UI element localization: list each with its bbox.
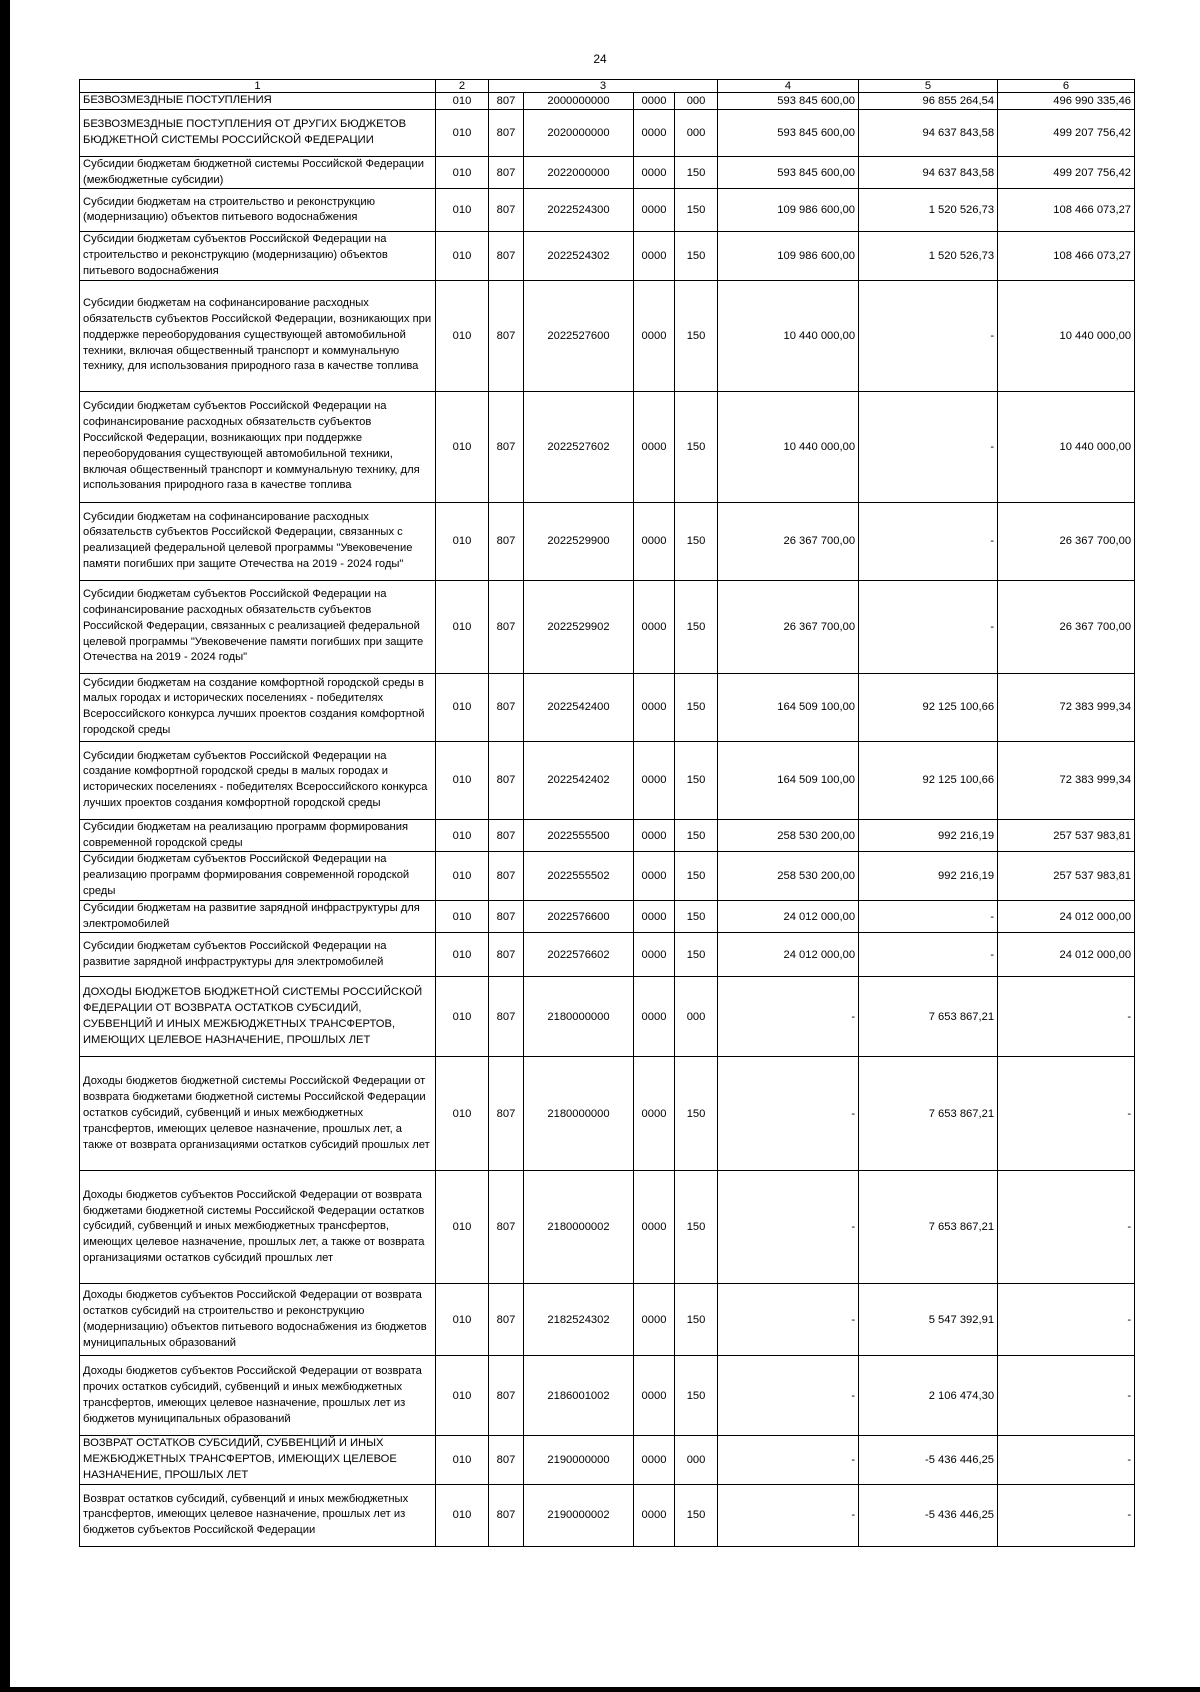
row-col2-code: 010: [436, 280, 489, 391]
row-kbk-code: 2022576600: [524, 900, 634, 933]
row-type-code: 000: [675, 109, 718, 156]
row-kbk-code: 2186001002: [524, 1356, 634, 1436]
row-value-col6: -: [998, 1356, 1135, 1436]
row-value-col6: 108 466 073,27: [998, 189, 1135, 232]
row-type-code: 150: [675, 819, 718, 852]
row-program-code: 0000: [634, 189, 675, 232]
row-col2-code: 010: [436, 977, 489, 1057]
row-value-col4: 258 530 200,00: [718, 852, 859, 900]
row-value-col4: -: [718, 1484, 859, 1546]
row-value-col4: -: [718, 1057, 859, 1171]
table-row: [80, 741, 1135, 819]
row-value-col6: 496 990 335,46: [998, 93, 1135, 110]
row-col2-code: 010: [436, 819, 489, 852]
header-col-2: 2: [436, 80, 489, 93]
row-name: Субсидии бюджетам на развитие зарядной инфраструктуры для электромобилей: [80, 900, 436, 933]
row-type-code: 000: [675, 1436, 718, 1484]
row-admin-code: 807: [489, 280, 524, 391]
row-name: Субсидии бюджетам бюджетной системы Российской Федерации (межбюджетные субсидии): [80, 156, 436, 189]
table-row: [80, 502, 1135, 580]
row-type-code: 150: [675, 1057, 718, 1171]
row-value-col6: 257 537 983,81: [998, 819, 1135, 852]
row-value-col6: 499 207 756,42: [998, 109, 1135, 156]
row-name: Субсидии бюджетам субъектов Российской Федерации на развитие зарядной инфраструктуры для электромобилей: [80, 933, 436, 977]
row-kbk-code: 2022555502: [524, 852, 634, 900]
row-col2-code: 010: [436, 1057, 489, 1171]
row-type-code: 150: [675, 189, 718, 232]
row-admin-code: 807: [489, 1284, 524, 1356]
table-row: [80, 852, 1135, 900]
row-kbk-code: 2022529900: [524, 502, 634, 580]
row-value-col4: 593 845 600,00: [718, 156, 859, 189]
row-program-code: 0000: [634, 852, 675, 900]
row-value-col4: 24 012 000,00: [718, 900, 859, 933]
row-kbk-code: 2180000000: [524, 977, 634, 1057]
row-value-col5: 5 547 392,91: [859, 1284, 998, 1356]
row-program-code: 0000: [634, 900, 675, 933]
table-row: [80, 977, 1135, 1057]
row-value-col5: 92 125 100,66: [859, 741, 998, 819]
row-value-col5: 1 520 526,73: [859, 232, 998, 280]
header-row: [80, 80, 1135, 93]
row-value-col6: 72 383 999,34: [998, 741, 1135, 819]
table-row: [80, 900, 1135, 933]
table-row: [80, 580, 1135, 673]
table-row: [80, 1171, 1135, 1284]
row-name: Субсидии бюджетам субъектов Российской Федерации на софинансирование расходных обязательств субъектов Российской Федерации, связанных с реализацией федеральной целевой программы "Увековечение памяти погибших при защите Отечества на 2019 - 2024 годы": [80, 580, 436, 673]
table-row: [80, 109, 1135, 156]
row-value-col6: 499 207 756,42: [998, 156, 1135, 189]
row-type-code: 150: [675, 900, 718, 933]
row-admin-code: 807: [489, 502, 524, 580]
row-name: Доходы бюджетов субъектов Российской Федерации от возврата прочих остатков субсидий, субвенций и иных межбюджетных трансфертов, имеющих целевое назначение, прошлых лет из бюджетов муниципальных образований: [80, 1356, 436, 1436]
table-row: [80, 280, 1135, 391]
row-name: БЕЗВОЗМЕЗДНЫЕ ПОСТУПЛЕНИЯ ОТ ДРУГИХ БЮДЖЕТОВ БЮДЖЕТНОЙ СИСТЕМЫ РОССИЙСКОЙ ФЕДЕРАЦИИ: [80, 109, 436, 156]
row-name: Доходы бюджетов бюджетной системы Российской Федерации от возврата бюджетами бюджетной системы Российской Федерации остатков субсидий, субвенций и иных межбюджетных трансфертов, имеющих целевое назначение, прошлых лет, а также от возврата организациями остатков субсидий прошлых лет: [80, 1057, 436, 1171]
page-number: 24: [593, 52, 607, 66]
row-kbk-code: 2022576602: [524, 933, 634, 977]
row-col2-code: 010: [436, 1171, 489, 1284]
row-name: ВОЗВРАТ ОСТАТКОВ СУБСИДИЙ, СУБВЕНЦИЙ И ИНЫХ МЕЖБЮДЖЕТНЫХ ТРАНСФЕРТОВ, ИМЕЮЩИХ ЦЕЛЕВОЕ НАЗНАЧЕНИЕ, ПРОШЛЫХ ЛЕТ: [80, 1436, 436, 1484]
row-name: Субсидии бюджетам на реализацию программ формирования современной городской среды: [80, 819, 436, 852]
row-value-col6: 108 466 073,27: [998, 232, 1135, 280]
row-value-col6: 257 537 983,81: [998, 852, 1135, 900]
row-admin-code: 807: [489, 1171, 524, 1284]
row-col2-code: 010: [436, 580, 489, 673]
row-value-col5: -: [859, 391, 998, 502]
row-program-code: 0000: [634, 280, 675, 391]
row-value-col5: 2 106 474,30: [859, 1356, 998, 1436]
row-type-code: 150: [675, 852, 718, 900]
row-value-col4: 109 986 600,00: [718, 189, 859, 232]
row-value-col5: 992 216,19: [859, 819, 998, 852]
row-admin-code: 807: [489, 580, 524, 673]
row-program-code: 0000: [634, 109, 675, 156]
table-row: [80, 1356, 1135, 1436]
row-admin-code: 807: [489, 819, 524, 852]
row-kbk-code: 2022527602: [524, 391, 634, 502]
row-value-col6: 72 383 999,34: [998, 673, 1135, 741]
scan-edge-left: [0, 0, 10, 1692]
row-type-code: 150: [675, 580, 718, 673]
row-col2-code: 010: [436, 852, 489, 900]
row-kbk-code: 2022527600: [524, 280, 634, 391]
row-name: Субсидии бюджетам на софинансирование расходных обязательств субъектов Российской Федерации, связанных с реализацией федеральной целевой программы "Увековечение памяти погибших при защите Отечества на 2019 - 2024 годы": [80, 502, 436, 580]
row-admin-code: 807: [489, 1484, 524, 1546]
table-row: [80, 1484, 1135, 1546]
header-col-5: 5: [859, 80, 998, 93]
row-value-col5: -5 436 446,25: [859, 1436, 998, 1484]
row-col2-code: 010: [436, 502, 489, 580]
row-admin-code: 807: [489, 1436, 524, 1484]
row-col2-code: 010: [436, 189, 489, 232]
header-col-4: 4: [718, 80, 859, 93]
table-row: [80, 391, 1135, 502]
row-type-code: 150: [675, 933, 718, 977]
row-admin-code: 807: [489, 933, 524, 977]
row-type-code: 150: [675, 673, 718, 741]
row-admin-code: 807: [489, 741, 524, 819]
row-value-col4: 258 530 200,00: [718, 819, 859, 852]
row-value-col5: -: [859, 502, 998, 580]
row-program-code: 0000: [634, 580, 675, 673]
table-row: [80, 1057, 1135, 1171]
row-name: Субсидии бюджетам субъектов Российской Федерации на строительство и реконструкцию (модернизацию) объектов питьевого водоснабжения: [80, 232, 436, 280]
row-admin-code: 807: [489, 900, 524, 933]
row-kbk-code: 2000000000: [524, 93, 634, 110]
row-value-col5: 94 637 843,58: [859, 156, 998, 189]
row-value-col5: 1 520 526,73: [859, 189, 998, 232]
table-row: [80, 93, 1135, 110]
row-value-col5: 7 653 867,21: [859, 1057, 998, 1171]
row-kbk-code: 2180000002: [524, 1171, 634, 1284]
row-type-code: 150: [675, 1284, 718, 1356]
row-kbk-code: 2022555500: [524, 819, 634, 852]
row-value-col4: 593 845 600,00: [718, 93, 859, 110]
row-name: БЕЗВОЗМЕЗДНЫЕ ПОСТУПЛЕНИЯ: [80, 93, 436, 110]
row-col2-code: 010: [436, 93, 489, 110]
row-value-col5: 7 653 867,21: [859, 1171, 998, 1284]
row-type-code: 150: [675, 156, 718, 189]
row-value-col6: 10 440 000,00: [998, 391, 1135, 502]
row-col2-code: 010: [436, 1356, 489, 1436]
row-name: Субсидии бюджетам на софинансирование расходных обязательств субъектов Российской Федерации, возникающих при поддержке переоборудования существующей автомобильной техники, включая общественный транспорт и коммунальную технику, для использования природного газа в качестве топлива: [80, 280, 436, 391]
row-kbk-code: 2190000000: [524, 1436, 634, 1484]
row-kbk-code: 2022000000: [524, 156, 634, 189]
row-program-code: 0000: [634, 933, 675, 977]
row-admin-code: 807: [489, 391, 524, 502]
row-kbk-code: 2190000002: [524, 1484, 634, 1546]
row-admin-code: 807: [489, 109, 524, 156]
header-col-6: 6: [998, 80, 1135, 93]
row-name: Доходы бюджетов субъектов Российской Федерации от возврата бюджетами бюджетной системы Российской Федерации остатков субсидий, субвенций и иных межбюджетных трансфертов, имеющих целевое назначение, прошлых лет, а также от возврата организациями остатков субсидий прошлых лет: [80, 1171, 436, 1284]
row-admin-code: 807: [489, 1356, 524, 1436]
row-program-code: 0000: [634, 93, 675, 110]
row-admin-code: 807: [489, 977, 524, 1057]
row-value-col4: -: [718, 1436, 859, 1484]
row-value-col5: 96 855 264,54: [859, 93, 998, 110]
row-value-col5: -: [859, 580, 998, 673]
row-col2-code: 010: [436, 156, 489, 189]
row-name: Субсидии бюджетам субъектов Российской Федерации на создание комфортной городской среды в малых городах и исторических поселениях - победителях Всероссийского конкурса лучших проектов создания комфортной городской среды: [80, 741, 436, 819]
row-type-code: 000: [675, 977, 718, 1057]
row-value-col4: 593 845 600,00: [718, 109, 859, 156]
row-value-col6: 26 367 700,00: [998, 502, 1135, 580]
row-value-col5: -5 436 446,25: [859, 1484, 998, 1546]
row-value-col6: -: [998, 1171, 1135, 1284]
row-kbk-code: 2182524302: [524, 1284, 634, 1356]
table-row: [80, 933, 1135, 977]
row-name: Субсидии бюджетам субъектов Российской Федерации на софинансирование расходных обязательств субъектов Российской Федерации, возникающих при поддержке переоборудования существующей автомобильной техники, включая общественный транспорт и коммунальную технику, для использования природного газа в качестве топлива: [80, 391, 436, 502]
row-value-col5: -: [859, 280, 998, 391]
row-value-col4: 10 440 000,00: [718, 280, 859, 391]
header-col-3: 3: [489, 80, 718, 93]
row-program-code: 0000: [634, 819, 675, 852]
row-program-code: 0000: [634, 1057, 675, 1171]
row-name: Доходы бюджетов субъектов Российской Федерации от возврата остатков субсидий на строительство и реконструкцию (модернизацию) объектов питьевого водоснабжения из бюджетов муниципальных образований: [80, 1284, 436, 1356]
row-value-col4: 10 440 000,00: [718, 391, 859, 502]
row-kbk-code: 2022542402: [524, 741, 634, 819]
row-program-code: 0000: [634, 741, 675, 819]
row-value-col5: -: [859, 900, 998, 933]
row-type-code: 000: [675, 93, 718, 110]
row-admin-code: 807: [489, 93, 524, 110]
row-kbk-code: 2180000000: [524, 1057, 634, 1171]
row-type-code: 150: [675, 391, 718, 502]
row-value-col6: -: [998, 1436, 1135, 1484]
row-name: Возврат остатков субсидий, субвенций и иных межбюджетных трансфертов, имеющих целевое назначение, прошлых лет из бюджетов субъектов Российской Федерации: [80, 1484, 436, 1546]
row-program-code: 0000: [634, 1436, 675, 1484]
row-value-col5: 7 653 867,21: [859, 977, 998, 1057]
row-type-code: 150: [675, 232, 718, 280]
row-program-code: 0000: [634, 1171, 675, 1284]
row-value-col6: -: [998, 1057, 1135, 1171]
table-body: [80, 93, 1135, 1547]
row-value-col5: -: [859, 933, 998, 977]
row-program-code: 0000: [634, 1284, 675, 1356]
row-value-col6: 24 012 000,00: [998, 933, 1135, 977]
table-row: [80, 189, 1135, 232]
row-kbk-code: 2020000000: [524, 109, 634, 156]
row-type-code: 150: [675, 502, 718, 580]
row-value-col6: 26 367 700,00: [998, 580, 1135, 673]
row-value-col4: -: [718, 1356, 859, 1436]
row-col2-code: 010: [436, 391, 489, 502]
row-col2-code: 010: [436, 1436, 489, 1484]
row-col2-code: 010: [436, 232, 489, 280]
row-value-col5: 992 216,19: [859, 852, 998, 900]
row-col2-code: 010: [436, 933, 489, 977]
header-col-1: 1: [80, 80, 436, 93]
row-program-code: 0000: [634, 391, 675, 502]
row-col2-code: 010: [436, 109, 489, 156]
scan-edge-bottom: [0, 1687, 1200, 1692]
row-value-col6: -: [998, 1484, 1135, 1546]
row-admin-code: 807: [489, 189, 524, 232]
row-value-col4: 109 986 600,00: [718, 232, 859, 280]
table-row: [80, 156, 1135, 189]
row-name: Субсидии бюджетам на строительство и реконструкцию (модернизацию) объектов питьевого водоснабжения: [80, 189, 436, 232]
row-program-code: 0000: [634, 232, 675, 280]
row-program-code: 0000: [634, 1484, 675, 1546]
row-admin-code: 807: [489, 156, 524, 189]
row-type-code: 150: [675, 1484, 718, 1546]
row-col2-code: 010: [436, 741, 489, 819]
row-program-code: 0000: [634, 1356, 675, 1436]
row-kbk-code: 2022524300: [524, 189, 634, 232]
row-value-col4: 164 509 100,00: [718, 741, 859, 819]
row-value-col4: 26 367 700,00: [718, 502, 859, 580]
row-col2-code: 010: [436, 900, 489, 933]
row-value-col4: -: [718, 1171, 859, 1284]
table-row: [80, 673, 1135, 741]
table-row: [80, 1436, 1135, 1484]
row-program-code: 0000: [634, 977, 675, 1057]
row-kbk-code: 2022524302: [524, 232, 634, 280]
row-admin-code: 807: [489, 1057, 524, 1171]
row-value-col4: 26 367 700,00: [718, 580, 859, 673]
table-row: [80, 232, 1135, 280]
row-kbk-code: 2022542400: [524, 673, 634, 741]
row-program-code: 0000: [634, 673, 675, 741]
row-value-col4: 164 509 100,00: [718, 673, 859, 741]
row-value-col4: -: [718, 1284, 859, 1356]
table-row: [80, 819, 1135, 852]
row-col2-code: 010: [436, 673, 489, 741]
row-program-code: 0000: [634, 502, 675, 580]
row-type-code: 150: [675, 280, 718, 391]
row-value-col6: -: [998, 977, 1135, 1057]
row-program-code: 0000: [634, 156, 675, 189]
row-value-col6: 24 012 000,00: [998, 900, 1135, 933]
row-col2-code: 010: [436, 1484, 489, 1546]
row-name: Субсидии бюджетам на создание комфортной городской среды в малых городах и исторических поселениях - победителях Всероссийского конкурса лучших проектов создания комфортной городской среды: [80, 673, 436, 741]
table-row: [80, 1284, 1135, 1356]
row-name: ДОХОДЫ БЮДЖЕТОВ БЮДЖЕТНОЙ СИСТЕМЫ РОССИЙСКОЙ ФЕДЕРАЦИИ ОТ ВОЗВРАТА ОСТАТКОВ СУБСИДИЙ, СУБВЕНЦИЙ И ИНЫХ МЕЖБЮДЖЕТНЫХ ТРАНСФЕРТОВ, ИМЕЮЩИХ ЦЕЛЕВОЕ НАЗНАЧЕНИЕ, ПРОШЛЫХ ЛЕТ: [80, 977, 436, 1057]
row-type-code: 150: [675, 741, 718, 819]
row-value-col4: 24 012 000,00: [718, 933, 859, 977]
row-value-col5: 94 637 843,58: [859, 109, 998, 156]
row-value-col6: -: [998, 1284, 1135, 1356]
row-admin-code: 807: [489, 852, 524, 900]
row-kbk-code: 2022529902: [524, 580, 634, 673]
row-col2-code: 010: [436, 1284, 489, 1356]
row-admin-code: 807: [489, 673, 524, 741]
row-type-code: 150: [675, 1356, 718, 1436]
row-name: Субсидии бюджетам субъектов Российской Федерации на реализацию программ формирования современной городской среды: [80, 852, 436, 900]
budget-table: [79, 79, 1135, 1547]
row-value-col5: 92 125 100,66: [859, 673, 998, 741]
row-value-col6: 10 440 000,00: [998, 280, 1135, 391]
row-value-col4: -: [718, 977, 859, 1057]
row-admin-code: 807: [489, 232, 524, 280]
row-type-code: 150: [675, 1171, 718, 1284]
